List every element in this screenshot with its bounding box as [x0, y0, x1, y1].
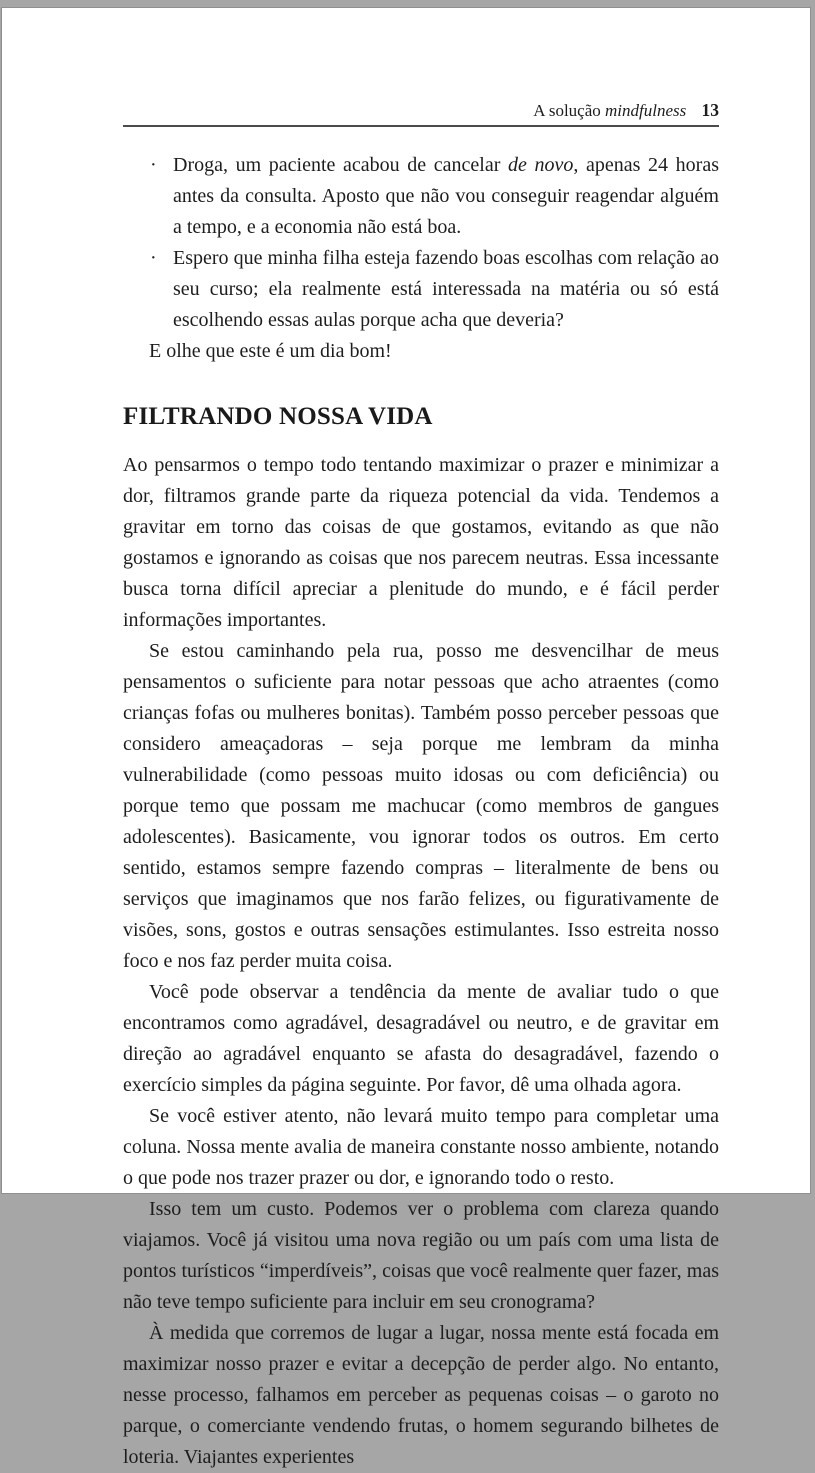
bullet-marker: ·	[150, 154, 157, 176]
bullet-text-pre: Droga, um paciente acabou de cancelar	[173, 154, 508, 176]
bullet-list	[123, 150, 719, 336]
running-header	[123, 100, 719, 121]
bullet-text: Espero que minha filha esteja fazendo boas escolhas com relação ao seu curso; ela realmente está interessada na matéria ou só está escolhendo essas aulas porque acha que deveria?	[173, 247, 719, 331]
header-rule-divider	[123, 125, 719, 127]
paragraph: À medida que corremos de lugar a lugar, nossa mente está focada em maximizar nosso prazer e evitar a decepção de perder algo. No entanto, nesse processo, falhamos em perceber as pequenas coisas – o garoto no parque, o comerciante vendendo frutas, o homem segurando bilhetes de loteria. Viajantes experientes	[123, 1322, 719, 1468]
page-content	[123, 100, 719, 1473]
running-header-title: A solução	[533, 101, 601, 120]
bullet-item	[123, 243, 719, 336]
closing-line: E olhe que este é um dia bom!	[149, 340, 392, 362]
bullet-item	[123, 150, 719, 243]
paragraph: Ao pensarmos o tempo todo tentando maximizar o prazer e minimizar a dor, filtramos grande parte da riqueza potencial da vida. Tendemos a gravitar em torno das coisas de que gostamos, evitando as que não gostamos e ignorando as coisas que nos parecem neutras. Essa incessante busca torna difícil apreciar a plenitude do mundo, e é fácil perder informações importantes.	[123, 454, 719, 631]
bullet-text-post: , apenas 24 horas antes da consulta. Aposto que não vou conseguir reagendar alguém a tempo, e a economia não está boa.	[173, 154, 719, 238]
paragraph: Isso tem um custo. Podemos ver o problema com clareza quando viajamos. Você já visitou uma nova região ou um país com uma lista de pontos turísticos “imperdíveis”, coisas que você realmente quer fazer, mas não teve tempo suficiente para incluir em seu cronograma?	[123, 1198, 719, 1313]
running-header-title-emphasis: mindfulness	[605, 101, 687, 120]
section-heading: FILTRANDO NOSSA VIDA	[123, 403, 433, 430]
bullet-text-emphasis: de novo	[508, 154, 574, 176]
paragraph: Se estou caminhando pela rua, posso me desvencilhar de meus pensamentos o suficiente para notar pessoas que acho atraentes (como crianças fofas ou mulheres bonitas). Também posso perceber pessoas que considero ameaçadoras – seja porque me lembram da minha vulnerabilidade (como pessoas muito idosas ou com deficiência) ou porque temo que possam me machucar (como membros de gangues adolescentes). Basicamente, vou ignorar todos os outros. Em certo sentido, estamos sempre fazendo compras – literalmente de bens ou serviços que imaginamos que nos farão felizes, ou figurativamente de visões, sons, gostos e outras sensações estimulantes. Isso estreita nosso foco e nos faz perder muita coisa.	[123, 640, 719, 972]
page-number: 13	[701, 100, 719, 120]
paragraph: Você pode observar a tendência da mente de avaliar tudo o que encontramos como agradável, desagradável ou neutro, e de gravitar em direção ao agradável enquanto se afasta do desagradável, fazendo o exercício simples da página seguinte. Por favor, dê uma olhada agora.	[123, 981, 719, 1096]
bullet-marker: ·	[150, 247, 157, 269]
paragraph: Se você estiver atento, não levará muito tempo para completar uma coluna. Nossa mente avalia de maneira constante nosso ambiente, notando o que pode nos trazer prazer ou dor, e ignorando todo o resto.	[123, 1105, 719, 1189]
book-page	[2, 8, 810, 1468]
